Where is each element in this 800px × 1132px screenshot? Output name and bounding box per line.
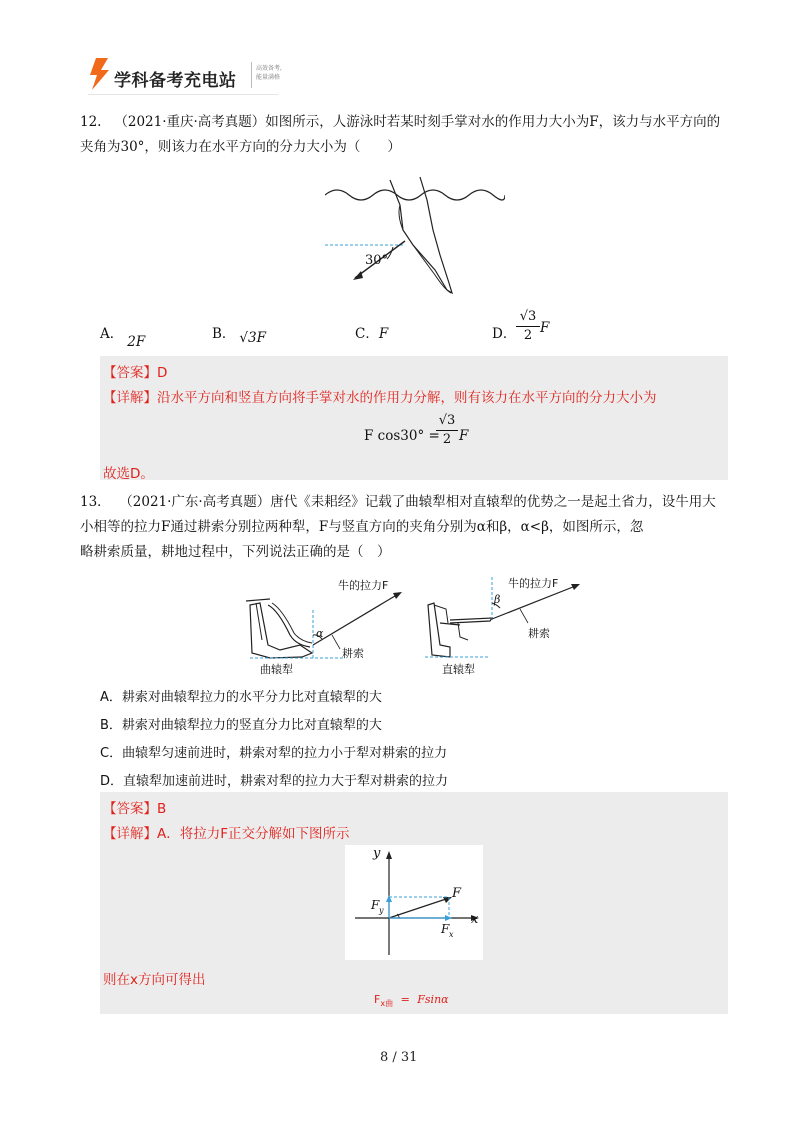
logo-tagline: 高效备考, 能量满格 [256, 65, 282, 81]
right-rope-label: 耕索 [528, 627, 550, 640]
Fx-subscript: x [449, 930, 454, 939]
Fx-label: F [441, 922, 450, 936]
logo-name: 学科备考充电站 [114, 71, 237, 91]
q13-detail: 【详解】A．将拉力F正交分解如下图所示 [103, 826, 350, 842]
lightning-bolt-icon [88, 58, 110, 90]
header-rule [88, 94, 278, 95]
q13-straight-plough-figure [420, 565, 590, 680]
q13-option-b: B．耕索对曲辕犁拉力的竖直分力比对直辕犁的大 [100, 718, 382, 733]
q13-curved-plough-figure [240, 565, 420, 680]
q12-detail: 【详解】沿水平方向和竖直方向将手掌对水的作用力分解，则有该力在水平方向的分力大小为 [103, 390, 657, 406]
q12-formula-left: F cos30° = [364, 428, 440, 444]
q13-option-a: A．耕索对曲辕犁拉力的水平分力比对直辕犁的大 [100, 690, 382, 705]
logo-divider [251, 62, 252, 88]
q12-answer: 【答案】D [103, 365, 168, 381]
q13-answer: 【答案】B [103, 801, 167, 817]
q13-option-c: C．曲辕犁匀速前进时，耕索对犁的拉力小于犁对耕索的拉力 [100, 746, 448, 761]
q13-stem: 13． （2021·广东·高考真题）唐代《耒耜经》记载了曲辕犁相对直辕犁的优势之一是起土省力，设牛用大 小相等的拉力F通过耕索分别拉两种犁，F与竖直方向的夹角分别为α和β，α<β，如图所示，忽 略耕索质量，耕地过程中，下列说法正确的是（ ） [80, 494, 716, 560]
Fy-subscript: y [379, 906, 384, 915]
left-caption: 曲辕犁 [260, 663, 293, 676]
alpha-label: α [316, 627, 324, 640]
q12-answer-block [100, 356, 728, 480]
q12-option-a: A． 2F [100, 326, 146, 350]
force-F-label: F [452, 886, 462, 901]
q13-option-d: D．直辕犁加速前进时，耕索对犁的拉力大于犁对耕索的拉力 [100, 774, 449, 789]
angle-label-30: 30° [365, 253, 389, 268]
left-rope-label: 耕索 [342, 647, 364, 660]
right-caption: 直辕犁 [442, 663, 475, 676]
q12-formula-fraction: √3 2 [436, 412, 458, 449]
page-number: 8 / 31 [380, 1050, 418, 1065]
right-force-label: 牛的拉力F [508, 577, 559, 590]
left-force-label: 牛的拉力F [338, 579, 389, 592]
q13-then-text: 则在x方向可得出 [103, 972, 206, 988]
q13-formula-2: $F_{x曲} = Fsin\alpha$ [374, 993, 449, 1008]
q12-formula-var: F [459, 428, 469, 444]
q12-swimming-hand-figure [325, 175, 505, 305]
q12-option-d: D． [492, 326, 517, 342]
q12-stem: 12. （2021·重庆·高考真题）如图所示，人游泳时若某时刻手掌对水的作用力大小为F，该力与水平方向的 夹角为30°，则该力在水平方向的分力大小为（ ） [80, 114, 721, 155]
q13-force-decomposition-diagram [345, 845, 483, 960]
q12-option-d-var: F [540, 320, 550, 336]
Fy-label: F [371, 898, 380, 912]
header-logo [88, 58, 110, 94]
q12-option-d-fraction: √3 2 [516, 308, 540, 345]
y-axis-label: y [373, 846, 381, 861]
q13-options [100, 684, 448, 796]
q12-option-b: B． √3F [212, 326, 266, 346]
x-axis-label: x [471, 912, 479, 927]
beta-label: β [494, 593, 501, 606]
q12-option-c: C．F [355, 326, 389, 342]
q12-conclusion: 故选D。 [103, 466, 154, 482]
